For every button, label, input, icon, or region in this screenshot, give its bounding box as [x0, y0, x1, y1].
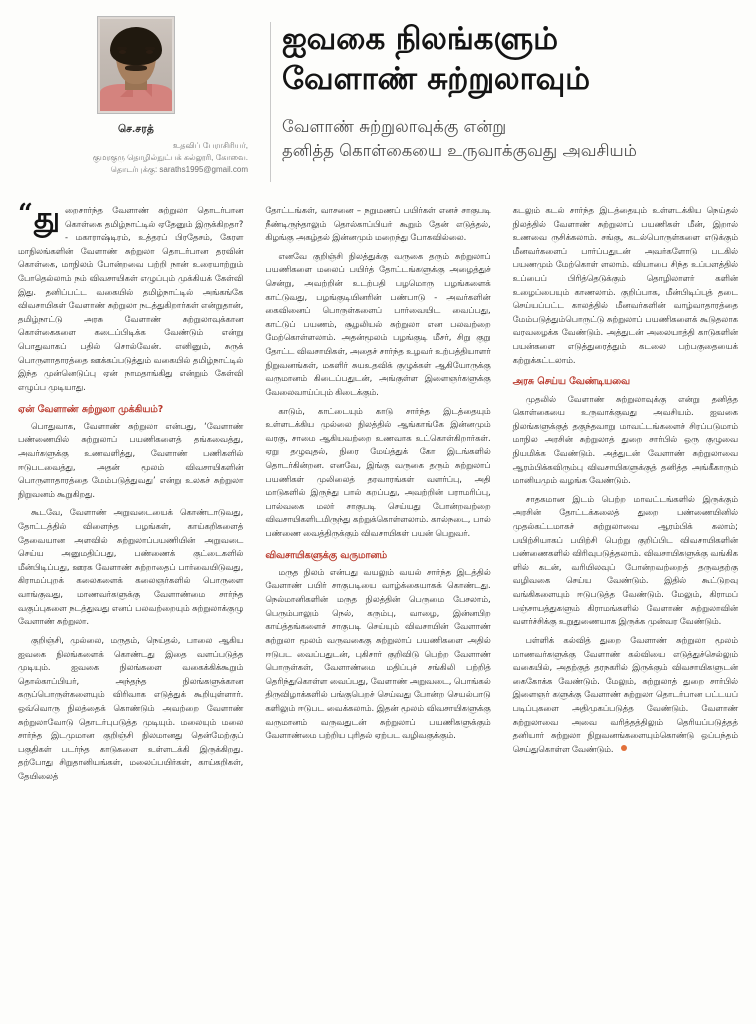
- body-paragraph: பொதுவாக, வேளாண் சுற்றுலா என்பது, ‘வேளாண் பண்ணையில் சுற்றுலாப் பயணிகளைத் தங்கவைத்து, அவர்களுக்கு உணவளித்து, வேளாண் பணிகளில் ஈடுபடவைத்து, அதன் மூலம் விவசாயிகளின் பொருளாதாரத்தை மேம்படுத்துவது’ என்று உலகச் சுற்றுலா நிறுவனம் கூறுகிறது.: [18, 420, 244, 499]
- section-heading: விவசாயிகளுக்கு வருமானம்: [265, 549, 388, 561]
- author-designation: உதவிப் பேராசிரியர்,: [173, 141, 248, 150]
- drop-cap: து: [33, 201, 60, 236]
- dropcap-group: [18, 199, 60, 236]
- author-affiliation: குமரகுரு தொழில்நுட்பக் கல்லூரி, கோவை.: [92, 153, 248, 162]
- column-1: [18, 199, 244, 1022]
- article-subheading: [282, 115, 738, 163]
- body-paragraph: முதலில் வேளாண் சுற்றுலாவுக்கு என்று தனித்த கொள்கையை உருவாக்குவது அவசியம். ஐவகை நிலங்களுக்குத் தகுந்தவாறு மாவட்டங்களைச் சிரப்படுமாம் மாநில அரசின் சுற்றுலாத் துறை சார்பில் ஒரு குழுவை நியமிக்க வேண்டும். அத்துடன் வேளாண் சுற்றுலாவை ஆரம்பிக்கவிரும்பு விவசாயிகளுக்குத் தனித்த அங்கீகாரும் மானியமும் வழங்க வேண்டும்.: [512, 393, 738, 486]
- body-paragraph: மருத நிலம் என்பது வயலும் வயல் சார்ந்த இடத்தில் வேளாண் பயிர் சாகுபடியை வாழ்க்கையாகக் கொண்டது. நெல்மானிகளின் மருத நிலத்தின் பெருமை பேசலாம், பெரும்பாலும் நெல், கரும்பு, வாழை, இன்னபிற காய்த்தங்களைச் சாகுபடி செய்யும் விவசாயின் வேளாண் சுற்றுலா மூலம் வருவகைகு சுற்றுலாப் பயணிகளை அதில் ஈடுபட வைப்பதுடன், புகிசார் குறிவிடு பெற்ற வேளாண் பொருள்கள், வேளாண்மை மதிப்புச் சங்கிலி பற்றித் தெரிந்துகொள்ள வைப்பது, வேளாண் அறுவடை, பொங்கல் திருவிழாக்களில் பங்குபெறச் செய்வது போன்ற செயல்பாடு களிலும் ஈடுபட வைக்கலாம். இதன் மூலம் விவசாயிகளுக்கு வருமானம் வருவதுடன் சுற்றுலாப் பயணிகளுக்கும் வேளாண்மை பற்றிய புரிதல் ஏற்பட வழிவகுக்கும்.: [265, 566, 491, 741]
- article-end-marker: [621, 745, 627, 751]
- open-quote-mark: “: [18, 199, 33, 229]
- byline-block: [18, 14, 254, 176]
- column-3: [513, 204, 738, 1022]
- body-paragraph: கூடவே, வேளாண் அறுவடையைக் கொண்டாடுவது, தோட்டத்தில் விளைந்த பழங்கள், காய்கறிகளைத் தேவையான அளவில் சுற்றுலாப்பயணியின் அறுவடை செய்ய அனுமதிப்பது, பண்ணைக் குட்டைகளில் மீன்பிடிப்பது, ஊரக வேளாண் சுற்றாதைப் பார்வையிடுவது, கிராமப்புறக் கலைகளைக் கலைஞர்களில் பொருளை வாங்குவது, மாணவர்களுக்கு வேளாண்மை சார்ந்த வகுப்புகளை நடத்துவது எனப் பலவற்றையும் சுற்றுலாக்குழு வேளாண் சுற்றுலா.: [18, 507, 244, 627]
- author-credentials: [18, 140, 254, 176]
- subhead-line-1: வேளாண் சுற்றுலாவுக்கு என்று: [282, 117, 507, 137]
- body-paragraph: குறிஞ்சி, முல்லை, மருதம், நெய்தல், பாலை ஆகிய ஐவகை நிலங்களைக் கொண்டது இதை வளப்படுத்த முடியும். ஐவகை நிலங்களை வகைக்கிக்கூறும் தொல்காப்பியர், அந்தந்த நிலங்களுக்கான கருப்பொருள்களையும் விரிவாக எடுத்துக் கூறியுள்ளார். ஒவ்வொரு நிலத்தைக் கொண்டும் அவற்றை வேளாண் சுற்றுலாவோடு தொடர்புபடுத்த முடியும். மலையும் மலை சார்ந்த இடமுமான குறிஞ்சி நிலமானது தென்மேற்குப் பகுதிகள் படர்ந்த காடுகளை உள்ளடக்கி இருக்கிறது. தற்போது சிறுதானியங்கள், மலைப்பயிர்கள், காய்கறிகள், தேயிலைத்: [18, 634, 244, 781]
- headline-block: [254, 14, 738, 163]
- author-photo: [100, 19, 172, 111]
- column-2: [265, 204, 490, 1022]
- header-divider: [270, 22, 271, 182]
- body-paragraph: சாதகமான இடம் பெற்ற மாவட்டங்களில் இருக்கும் அரசின் தோட்டக்கலைத் துறை பண்ணையினில் முதல்கட்டமாகச் சுற்றுலாவை ஆரம்பிக் கலாம்; பயிற்சியாகப் பயிற்சி பெற்று குறிப்பிட விவசாயிகளின் பண்ணைகளில் விரிவுபடுத்தலாம். விவசாயிகளுக்கு வங்கிக ளில் கடன், வரியிலவுப் போன்றவற்றைத் தருவதற்கு வழிவகை செய்ய வேண்டும். இதில் கூட்டுறவு வங்கிகளையும் ஈடுபடுத்த வேண்டும். மேலும், கிராமப் பஞ்சாயத்துகளும் கிராமங்களில் வேளாண் சுற்றுலாவின் வளர்ச்சிக்கு உறுதுணையாக இருக்க முன்வர வேண்டும்.: [512, 493, 738, 627]
- section-heading: அரசு செய்ய வேண்டியவை: [512, 376, 631, 388]
- lead-paragraph: [18, 199, 244, 395]
- author-photo-frame: [97, 16, 175, 114]
- body-paragraph: காடும், காட்டையும் காடு சார்ந்த இடத்தையும் உள்ளடக்கிய முல்லை நிலத்தில் ஆங்காங்கே இன்னமும் வரகு, சாமை ஆகியவற்றை உணவாக உட்கொள்கிறார்கள். ஏறு தழுவுதல், நிரை மேய்த்துக் கோ இடங்களில் தொடர்கின்றன. எனவே, இங்கு வருகை தரும் சுற்றுலாப் பயணிகள் முலிலைத் தரவாரங்கள் வளர்ப்பு, அதி மாடுகளில் இருந்து பால் கறப்பது, அவற்றின் பராமரிப்பு, பால்வகை மலர் சாகுபடி செய்யது போன்றவற்றை விவசாயிகளிடமிருந்து கற்றுக்கொள்ளலாம். கால்நடை, பால் பண்ணை வைத்திருக்கும் விவசாயிகள் பயன் பெறுவர்.: [265, 405, 491, 539]
- article-masthead: [18, 14, 738, 190]
- lead-paragraph-text: றைசார்ந்த வேளாண் சுற்றுலா தொடர்பான கொள்கை தமிழ்நாட்டில் ஏதேனும் இருக்கிறதா? - மகாராஷ்டிரம், உத்தரப் பிரதேசம், கேரள மாநிலங்களின் வேளாண் சுற்றுலா தொடர்பான தரவின் கொள்கை, மாநிலம் போன்றவை பற்றி நான் உரையாற்றும் போதெல்லாம் நம் விவசாயிகள் எழுப்பும் முக்கியக் கேள்வி இது. தனிப்பட்ட வகையில் தமிழ்நாட்டில் அங்கங்கே விவசாயிகள் வேளாண் சுற்றுலா நடத்துகிறார்கள் என்றுதான், தமிழ்நாட்டு அரசு வேளாண் சுற்றுலாவுக்கான கொள்கைகளை கடைப்பிடிக்க வேண்டும் என்று பொதுவாகப் பதில் சொல்வேன். எனினும், சுருக் பொருளாதாரத்தை ஊக்கப்படுத்தும் வகையில் தமிழ்நாட்டில் இந்த முன்னெடுப்பு ஏன் நாமதாங்கிது என்றும் கேள்வி எழுப்ப முடியாது.: [18, 205, 244, 392]
- subhead-line-2: தனித்த கொள்கையை உருவாக்குவது அவசியம்: [282, 141, 637, 161]
- article-body: [18, 199, 738, 1022]
- page-title: [282, 20, 738, 99]
- body-paragraph: தோட்டங்கள், வாசனை – நறுமணப் பயிர்கள் எனச் சாகுபடி நீண்டிருந்தாலும் தொல்காப்பியர் கூறும் தேன் எடுத்தல், கிழங்கு அகழ்தல் இன்னமும் மறைந்து போகவில்லை.: [265, 205, 491, 243]
- author-name: செ.சரத்: [118, 123, 154, 135]
- section-heading: ஏன் வேளாண் சுற்றுலா முக்கியம்?: [18, 403, 164, 415]
- body-paragraph: பள்ளிக் கல்வித் துறை வேளாண் சுற்றுலா மூலம் மாணவர்களுக்கு வேளாண் கல்வியை எடுத்துச்செல்லும் வகையில், அதற்குத் தரநகரில் இருக்கும் விவசாயிகளுடன் கைகோக்க வேண்டும். மேலும், சுற்றுலாத் துறை சார்பில் இளைஞர் களுக்கு வேளாண் சுற்றுலா தொடர்பான பட்டயப் படிப்புகளை அதிமுகப்படுத்த வேண்டும். வேளாண் சுற்றுலாவை அவை வரித்தத்திலும் தெரியப்படுத்தத் தனியார் சுற்றுலா நிறுவனங்களையும்கொண்டு ஒப்பந்தம் செய்துகொள்ள வேண்டும்.: [512, 634, 738, 754]
- body-paragraph: எனவே குறிஞ்சி நிலத்துக்கு வருகை தரும் சுற்றுலாப் பயணிகளை மலைப் பயிர்த் தோட்டங்களுக்கு அழைத்துச் சென்று, அவற்றின் உடற்பதி பழமொரு பழங்களைக் காட்டுவது, பழங்குடியினரின் பண்பாடு - அவர்களின் கைவினைப் பொருள்களைப் பார்வையிட வைப்பது, காட்டுப் பயணம், சூழலியல் சுற்றுலா என பலவற்றை மேற்கொள்ளலாம். அதன்மூலம் பழங்குடி மீசர், சிறு குறு தோட்ட விவசாயிகள், அதைச் சார்ந்த உழவர் உற்பத்தியாளர் நிறுவனங்கள், மகளிர் சுயஉதவிக் குழுக்கள் ஆகியோருக்கு வருமானம் கிடைப்பதுடன், அங்குள்ள இளைஞர்களுக்கு வேலைவாய்ப்பும் கிடைக்கும்.: [265, 250, 491, 397]
- author-contact: தொடர்புக்கு: saraths1995@gmail.com: [110, 165, 248, 174]
- headline-line-1: ஐவகை நிலங்களும்: [282, 21, 558, 57]
- headline-line-2: வேளாண் சுற்றுலாவும்: [282, 60, 590, 97]
- body-paragraph: கடலும் கடல் சார்ந்த இடத்தையும் உள்ளடக்கிய நெய்தல் நிலத்தில் வேளாண் சுற்றுலாப் பயணிகள் மீன், இறால் உணவை ருசிக்கலாம். சங்கு, கடல்பொருள்களை எடுக்கும் மீனவர்களைப் பார்ப்பதுடன் அவர்களோடு படகில் பயணமும் மேற்கொள் ளலாம். வியாபை சிந்த உப்பளத்தில் உப்பைப் பிரித்தெடுக்கும் தொழிலாளர் களின் உழைப்பையும் காணலாம். குறிப்பாக, மீன்பிடிப்புத் தடை செய்யப்பட்ட காலத்தில் மீனவர்களின் வாழ்வாதாரத்தை மேம்படுத்தும்பொருட்டு சுற்றுலாப் பயணிகளைக் கூடுதலாக வரவழைக்க வேண்டும். அத்துடன் அலையாத்தி காடுகளின் பயன்களை எடுத்துரைத்தும் கடலை பற்பகுதையைக் கற்றுக்கட்டலாம்.: [512, 205, 738, 365]
